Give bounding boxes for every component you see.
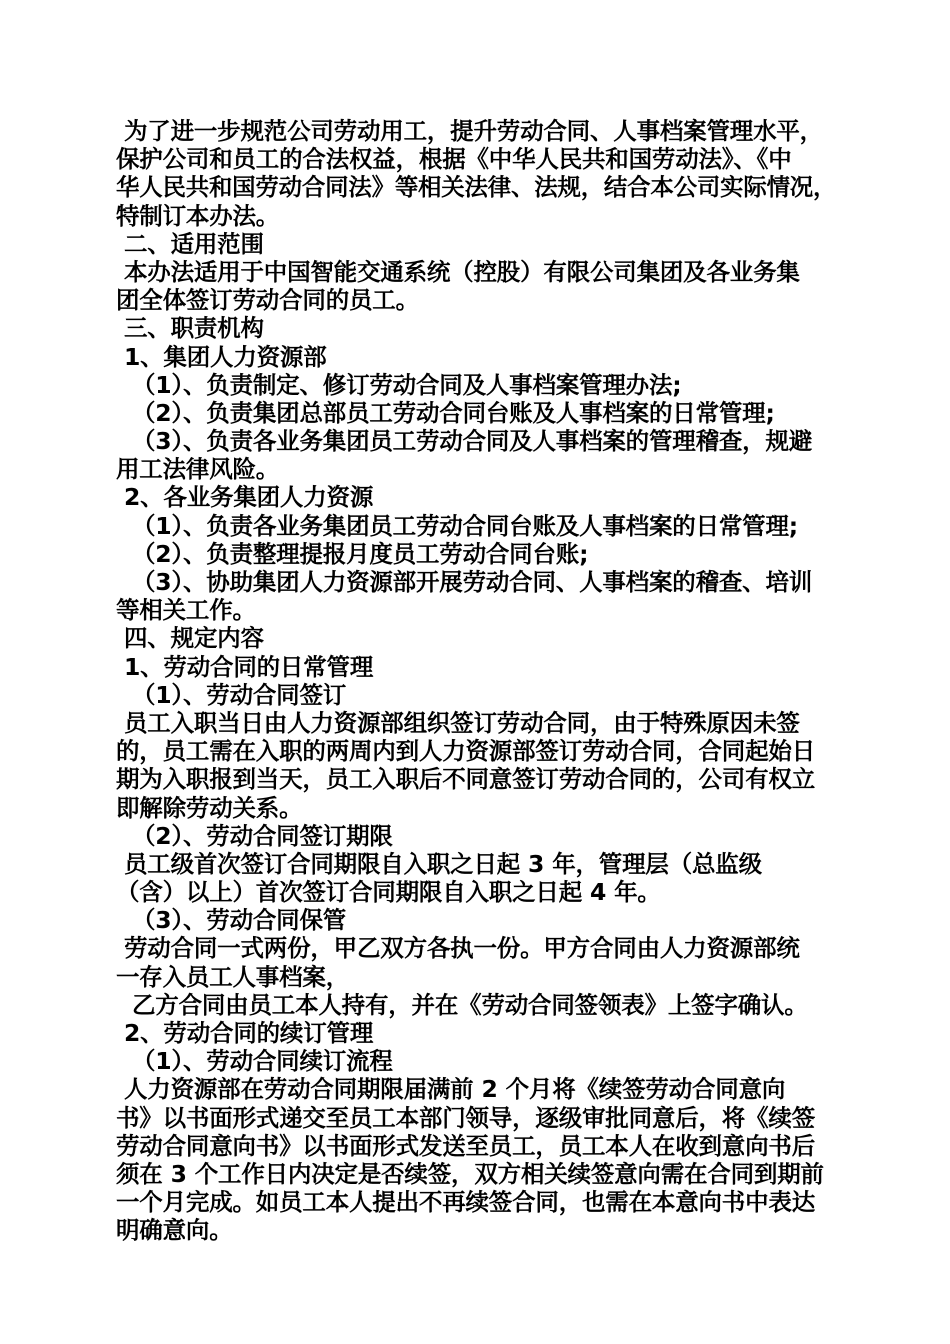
- text-line: 一个月完成。如员工本人提出不再续签合同，也需在本意向书中表达: [116, 1188, 815, 1217]
- text-line: 员工入职当日由人力资源部组织签订劳动合同，由于特殊原因未签: [116, 708, 800, 737]
- subsection-heading: 2、劳动合同的续订管理: [116, 1019, 374, 1047]
- list-item: （1）、负责制定、修订劳动合同及人事档案管理办法;: [116, 370, 682, 399]
- text-line: 一存入员工人事档案，: [116, 962, 349, 991]
- text-line: 保护公司和员工的合法权益，根据《中华人民共和国劳动法》、《中: [116, 145, 792, 174]
- text-line: 用工法律风险。: [116, 455, 280, 484]
- text-line: 本办法适用于中国智能交通系统（控股）有限公司集团及各业务集: [116, 257, 800, 286]
- text-line: 乙方合同由员工本人持有，并在《劳动合同签领表》上签字确认。: [116, 990, 808, 1019]
- text-line: （含）以上）首次签订合同期限自入职之日起 4 年。: [116, 878, 661, 907]
- list-item: （2）、负责整理提报月度员工劳动合同台账;: [116, 539, 589, 568]
- list-item: （2）、劳动合同签订期限: [116, 821, 393, 850]
- text-line: 人力资源部在劳动合同期限届满前 2 个月将《续签劳动合同意向: [116, 1075, 786, 1104]
- list-item: （1）、劳动合同签订: [116, 680, 347, 709]
- text-line: 员工级首次签订合同期限自入职之日起 3 年，管理层（总监级: [116, 849, 762, 878]
- subsection-heading: 1、劳动合同的日常管理: [116, 652, 374, 681]
- text-line: 华人民共和国劳动合同法》等相关法律、法规，结合本公司实际情况，: [116, 173, 837, 202]
- list-item: （3）、劳动合同保管: [116, 906, 347, 935]
- text-line: 即解除劳动关系。: [116, 793, 303, 822]
- document-body: [116, 117, 836, 1245]
- list-item: （3）、协助集团人力资源部开展劳动合同、人事档案的稽查、培训: [116, 568, 813, 596]
- text-line: 期为入职报到当天，员工入职后不同意签订劳动合同的，公司有权立: [116, 765, 815, 794]
- text-line: 的，员工需在入职的两周内到人力资源部签订劳动合同，合同起始日: [116, 737, 815, 766]
- list-item: （1）、劳动合同续订流程: [116, 1047, 393, 1076]
- subsection-heading: 1、集团人力资源部: [116, 342, 327, 371]
- section-heading: 四、规定内容: [116, 624, 264, 653]
- list-item: （3）、负责各业务集团员工劳动合同及人事档案的管理稽查，规避: [116, 427, 813, 456]
- text-line: 等相关工作。: [116, 596, 256, 625]
- text-line: 劳动合同意向书》以书面形式发送至员工，员工本人在收到意向书后: [116, 1131, 815, 1160]
- text-line: 须在 3 个工作日内决定是否续签，双方相关续签意向需在合同到期前: [116, 1159, 824, 1188]
- list-item: （1）、负责各业务集团员工劳动合同台账及人事档案的日常管理;: [116, 511, 798, 540]
- section-heading: 二、适用范围: [116, 229, 264, 258]
- text-line: 书》以书面形式递交至员工本部门领导，逐级审批同意后，将《续签: [116, 1103, 815, 1132]
- text-line: 团全体签订劳动合同的员工。: [116, 286, 419, 315]
- text-line: 为了进一步规范公司劳动用工，提升劳动合同、人事档案管理水平，: [116, 117, 823, 145]
- text-line: 特制订本办法。: [116, 201, 280, 230]
- text-line: 劳动合同一式两份，甲乙双方各执一份。甲方合同由人力资源部统: [116, 934, 800, 963]
- text-line: 明确意向。: [116, 1216, 233, 1245]
- subsection-heading: 2、各业务集团人力资源: [116, 483, 374, 512]
- list-item: （2）、负责集团总部员工劳动合同台账及人事档案的日常管理;: [116, 398, 775, 427]
- section-heading: 三、职责机构: [116, 314, 264, 343]
